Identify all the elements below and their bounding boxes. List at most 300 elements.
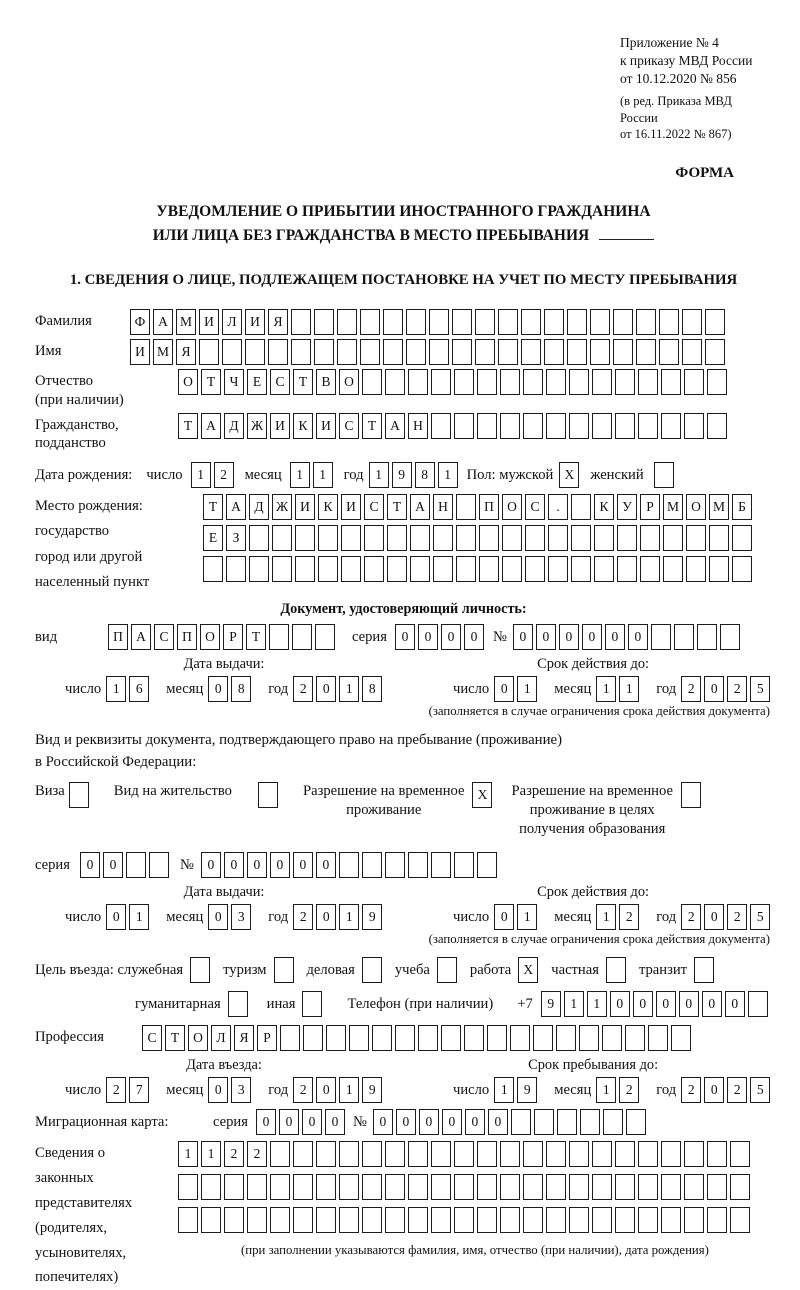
char-box[interactable]	[433, 525, 453, 551]
char-box[interactable]	[408, 1207, 428, 1233]
char-box[interactable]	[590, 339, 610, 365]
char-box[interactable]	[362, 1174, 382, 1200]
char-box[interactable]	[544, 309, 564, 335]
surname-boxes[interactable]	[130, 309, 728, 335]
char-box[interactable]: Т	[387, 494, 407, 520]
char-box[interactable]: Р	[223, 624, 243, 650]
patronymic-boxes[interactable]	[178, 369, 730, 395]
char-box[interactable]: О	[178, 369, 198, 395]
char-box[interactable]	[228, 991, 248, 1017]
char-box[interactable]: 2	[106, 1077, 126, 1103]
char-box[interactable]	[523, 413, 543, 439]
residence-issue-day[interactable]	[106, 904, 152, 930]
residence-number-boxes[interactable]	[201, 852, 500, 878]
char-box[interactable]	[395, 1025, 415, 1051]
char-box[interactable]	[270, 1141, 290, 1167]
char-box[interactable]: 1	[290, 462, 310, 488]
purpose-humanitarian-checkbox[interactable]	[228, 991, 251, 1017]
purpose-work-checkbox[interactable]	[518, 957, 541, 983]
char-box[interactable]: 2	[293, 904, 313, 930]
char-box[interactable]	[638, 369, 658, 395]
char-box[interactable]: 0	[302, 1109, 322, 1135]
representatives-boxes-1[interactable]	[178, 1141, 772, 1167]
char-box[interactable]	[697, 624, 717, 650]
char-box[interactable]: 0	[704, 1077, 724, 1103]
stay-year[interactable]	[681, 1077, 773, 1103]
temp-residence-checkbox[interactable]	[472, 782, 495, 808]
char-box[interactable]	[203, 556, 223, 582]
char-box[interactable]: 0	[279, 1109, 299, 1135]
char-box[interactable]	[326, 1025, 346, 1051]
char-box[interactable]: Ж	[272, 494, 292, 520]
char-box[interactable]: К	[594, 494, 614, 520]
char-box[interactable]	[303, 1025, 323, 1051]
char-box[interactable]	[590, 309, 610, 335]
char-box[interactable]: А	[385, 413, 405, 439]
char-box[interactable]: Я	[268, 309, 288, 335]
char-box[interactable]	[316, 1174, 336, 1200]
birth-year-boxes[interactable]	[369, 462, 461, 488]
char-box[interactable]	[694, 957, 714, 983]
residence-permit-checkbox[interactable]	[258, 782, 281, 808]
char-box[interactable]	[594, 556, 614, 582]
char-box[interactable]: 0	[270, 852, 290, 878]
char-box[interactable]	[638, 1174, 658, 1200]
char-box[interactable]: 0	[316, 676, 336, 702]
char-box[interactable]	[429, 339, 449, 365]
char-box[interactable]	[525, 525, 545, 551]
char-box[interactable]	[579, 1025, 599, 1051]
char-box[interactable]	[730, 1207, 750, 1233]
char-box[interactable]	[502, 556, 522, 582]
char-box[interactable]: 0	[316, 1077, 336, 1103]
char-box[interactable]	[178, 1207, 198, 1233]
char-box[interactable]	[479, 525, 499, 551]
char-box[interactable]	[651, 624, 671, 650]
char-box[interactable]	[316, 1207, 336, 1233]
char-box[interactable]	[684, 1207, 704, 1233]
char-box[interactable]: М	[663, 494, 683, 520]
char-box[interactable]	[383, 339, 403, 365]
doc-issue-month[interactable]	[208, 676, 254, 702]
char-box[interactable]: 1	[596, 676, 616, 702]
char-box[interactable]: И	[270, 413, 290, 439]
char-box[interactable]	[569, 413, 589, 439]
entry-day[interactable]	[106, 1077, 152, 1103]
char-box[interactable]: 0	[208, 676, 228, 702]
char-box[interactable]	[709, 556, 729, 582]
char-box[interactable]	[592, 1141, 612, 1167]
char-box[interactable]: 0	[633, 991, 653, 1017]
char-box[interactable]	[362, 957, 382, 983]
char-box[interactable]	[487, 1025, 507, 1051]
char-box[interactable]: И	[316, 413, 336, 439]
birth-month-boxes[interactable]	[290, 462, 336, 488]
char-box[interactable]	[126, 852, 146, 878]
char-box[interactable]	[339, 852, 359, 878]
char-box[interactable]	[292, 624, 312, 650]
char-box[interactable]	[686, 556, 706, 582]
char-box[interactable]: Т	[293, 369, 313, 395]
char-box[interactable]	[523, 369, 543, 395]
char-box[interactable]: Ч	[224, 369, 244, 395]
char-box[interactable]	[406, 309, 426, 335]
doc-valid-month[interactable]	[596, 676, 642, 702]
char-box[interactable]: .	[548, 494, 568, 520]
char-box[interactable]: X	[472, 782, 492, 808]
char-box[interactable]	[705, 309, 725, 335]
char-box[interactable]	[291, 309, 311, 335]
char-box[interactable]	[178, 1174, 198, 1200]
char-box[interactable]: 0	[396, 1109, 416, 1135]
doc-valid-day[interactable]	[494, 676, 540, 702]
char-box[interactable]: 0	[316, 852, 336, 878]
char-box[interactable]	[364, 556, 384, 582]
char-box[interactable]	[636, 339, 656, 365]
char-box[interactable]: 0	[208, 1077, 228, 1103]
char-box[interactable]	[661, 369, 681, 395]
char-box[interactable]: И	[199, 309, 219, 335]
char-box[interactable]	[477, 369, 497, 395]
char-box[interactable]: Д	[224, 413, 244, 439]
char-box[interactable]: 0	[465, 1109, 485, 1135]
char-box[interactable]	[383, 309, 403, 335]
char-box[interactable]: П	[479, 494, 499, 520]
citizenship-boxes[interactable]	[178, 413, 730, 439]
char-box[interactable]	[454, 369, 474, 395]
char-box[interactable]: М	[709, 494, 729, 520]
char-box[interactable]	[661, 413, 681, 439]
char-box[interactable]: 0	[441, 624, 461, 650]
char-box[interactable]	[594, 525, 614, 551]
phone-boxes[interactable]	[541, 991, 771, 1017]
char-box[interactable]	[498, 309, 518, 335]
char-box[interactable]	[615, 1207, 635, 1233]
char-box[interactable]: Б	[732, 494, 752, 520]
char-box[interactable]	[569, 1207, 589, 1233]
char-box[interactable]	[544, 339, 564, 365]
char-box[interactable]	[247, 1207, 267, 1233]
char-box[interactable]: 1	[191, 462, 211, 488]
char-box[interactable]	[272, 525, 292, 551]
char-box[interactable]	[640, 525, 660, 551]
birth-place-boxes-3[interactable]	[203, 556, 755, 582]
char-box[interactable]	[638, 1207, 658, 1233]
char-box[interactable]: 0	[418, 624, 438, 650]
char-box[interactable]	[663, 525, 683, 551]
char-box[interactable]: Р	[640, 494, 660, 520]
char-box[interactable]: А	[201, 413, 221, 439]
doc-type-boxes[interactable]	[108, 624, 338, 650]
char-box[interactable]	[636, 309, 656, 335]
char-box[interactable]	[199, 339, 219, 365]
char-box[interactable]: 2	[224, 1141, 244, 1167]
purpose-tourism-checkbox[interactable]	[274, 957, 297, 983]
char-box[interactable]	[659, 309, 679, 335]
char-box[interactable]	[431, 852, 451, 878]
char-box[interactable]: О	[339, 369, 359, 395]
char-box[interactable]: 5	[750, 1077, 770, 1103]
char-box[interactable]	[385, 1141, 405, 1167]
char-box[interactable]: Р	[257, 1025, 277, 1051]
migration-number-boxes[interactable]	[373, 1109, 649, 1135]
char-box[interactable]: А	[153, 309, 173, 335]
char-box[interactable]	[316, 1141, 336, 1167]
char-box[interactable]	[684, 1174, 704, 1200]
char-box[interactable]	[500, 1141, 520, 1167]
char-box[interactable]: 0	[704, 676, 724, 702]
char-box[interactable]	[337, 339, 357, 365]
char-box[interactable]	[606, 957, 626, 983]
char-box[interactable]: 0	[325, 1109, 345, 1135]
char-box[interactable]	[569, 369, 589, 395]
char-box[interactable]: И	[341, 494, 361, 520]
char-box[interactable]	[456, 494, 476, 520]
char-box[interactable]	[617, 525, 637, 551]
char-box[interactable]: 5	[750, 904, 770, 930]
profession-boxes[interactable]	[142, 1025, 694, 1051]
char-box[interactable]	[684, 369, 704, 395]
char-box[interactable]	[477, 852, 497, 878]
char-box[interactable]	[592, 1174, 612, 1200]
char-box[interactable]: Ф	[130, 309, 150, 335]
char-box[interactable]	[500, 1207, 520, 1233]
char-box[interactable]	[270, 1174, 290, 1200]
char-box[interactable]	[556, 1025, 576, 1051]
char-box[interactable]	[291, 339, 311, 365]
char-box[interactable]	[201, 1174, 221, 1200]
char-box[interactable]	[190, 957, 210, 983]
char-box[interactable]	[684, 413, 704, 439]
char-box[interactable]	[707, 1141, 727, 1167]
char-box[interactable]: 0	[605, 624, 625, 650]
char-box[interactable]: 2	[727, 676, 747, 702]
char-box[interactable]	[431, 1207, 451, 1233]
char-box[interactable]	[477, 1174, 497, 1200]
char-box[interactable]	[681, 782, 701, 808]
char-box[interactable]: 0	[201, 852, 221, 878]
char-box[interactable]	[732, 525, 752, 551]
purpose-other-checkbox[interactable]	[302, 991, 325, 1017]
char-box[interactable]	[498, 339, 518, 365]
char-box[interactable]: 8	[415, 462, 435, 488]
char-box[interactable]	[707, 413, 727, 439]
char-box[interactable]: Л	[211, 1025, 231, 1051]
char-box[interactable]	[362, 1207, 382, 1233]
char-box[interactable]	[431, 369, 451, 395]
char-box[interactable]: 2	[681, 1077, 701, 1103]
residence-series-boxes[interactable]	[80, 852, 172, 878]
migration-series-boxes[interactable]	[256, 1109, 348, 1135]
char-box[interactable]	[602, 1025, 622, 1051]
char-box[interactable]: О	[502, 494, 522, 520]
residence-valid-month[interactable]	[596, 904, 642, 930]
char-box[interactable]: А	[410, 494, 430, 520]
char-box[interactable]	[720, 624, 740, 650]
stay-day[interactable]	[494, 1077, 540, 1103]
char-box[interactable]	[682, 339, 702, 365]
char-box[interactable]: С	[270, 369, 290, 395]
char-box[interactable]: С	[525, 494, 545, 520]
char-box[interactable]: 0	[373, 1109, 393, 1135]
char-box[interactable]: 5	[750, 676, 770, 702]
char-box[interactable]: С	[339, 413, 359, 439]
char-box[interactable]	[431, 413, 451, 439]
char-box[interactable]: Я	[176, 339, 196, 365]
char-box[interactable]	[705, 339, 725, 365]
char-box[interactable]: В	[316, 369, 336, 395]
char-box[interactable]	[454, 852, 474, 878]
sex-male-checkbox[interactable]	[559, 462, 582, 488]
char-box[interactable]	[364, 525, 384, 551]
char-box[interactable]	[270, 1207, 290, 1233]
char-box[interactable]: 1	[129, 904, 149, 930]
char-box[interactable]: 0	[559, 624, 579, 650]
char-box[interactable]	[224, 1174, 244, 1200]
char-box[interactable]	[429, 309, 449, 335]
char-box[interactable]	[548, 556, 568, 582]
char-box[interactable]: 0	[494, 676, 514, 702]
char-box[interactable]	[362, 852, 382, 878]
char-box[interactable]: 0	[464, 624, 484, 650]
char-box[interactable]: И	[295, 494, 315, 520]
char-box[interactable]	[337, 309, 357, 335]
char-box[interactable]	[684, 1141, 704, 1167]
char-box[interactable]	[648, 1025, 668, 1051]
char-box[interactable]: 1	[339, 1077, 359, 1103]
char-box[interactable]	[615, 369, 635, 395]
char-box[interactable]: 1	[587, 991, 607, 1017]
char-box[interactable]	[674, 624, 694, 650]
char-box[interactable]	[640, 556, 660, 582]
char-box[interactable]	[546, 413, 566, 439]
char-box[interactable]	[567, 309, 587, 335]
char-box[interactable]: 2	[619, 1077, 639, 1103]
char-box[interactable]: 8	[231, 676, 251, 702]
char-box[interactable]	[613, 309, 633, 335]
char-box[interactable]: Т	[165, 1025, 185, 1051]
char-box[interactable]	[385, 1174, 405, 1200]
char-box[interactable]	[592, 413, 612, 439]
char-box[interactable]: 0	[679, 991, 699, 1017]
purpose-transit-checkbox[interactable]	[694, 957, 717, 983]
char-box[interactable]: 0	[208, 904, 228, 930]
char-box[interactable]: П	[108, 624, 128, 650]
char-box[interactable]	[571, 494, 591, 520]
char-box[interactable]: 2	[727, 904, 747, 930]
char-box[interactable]: 2	[681, 904, 701, 930]
char-box[interactable]: Н	[433, 494, 453, 520]
char-box[interactable]	[580, 1109, 600, 1135]
char-box[interactable]: 0	[582, 624, 602, 650]
char-box[interactable]: С	[154, 624, 174, 650]
char-box[interactable]	[654, 462, 674, 488]
char-box[interactable]	[730, 1174, 750, 1200]
char-box[interactable]	[477, 1207, 497, 1233]
char-box[interactable]: 0	[256, 1109, 276, 1135]
char-box[interactable]: И	[130, 339, 150, 365]
char-box[interactable]	[362, 369, 382, 395]
char-box[interactable]	[385, 852, 405, 878]
char-box[interactable]: О	[686, 494, 706, 520]
char-box[interactable]	[441, 1025, 461, 1051]
name-boxes[interactable]	[130, 339, 728, 365]
char-box[interactable]	[408, 852, 428, 878]
char-box[interactable]: 2	[247, 1141, 267, 1167]
residence-issue-year[interactable]	[293, 904, 385, 930]
char-box[interactable]: X	[559, 462, 579, 488]
doc-issue-day[interactable]	[106, 676, 152, 702]
char-box[interactable]	[387, 556, 407, 582]
char-box[interactable]	[477, 1141, 497, 1167]
char-box[interactable]: 1	[596, 904, 616, 930]
char-box[interactable]	[295, 556, 315, 582]
char-box[interactable]: И	[245, 309, 265, 335]
char-box[interactable]: 1	[106, 676, 126, 702]
purpose-official-checkbox[interactable]	[190, 957, 213, 983]
char-box[interactable]	[456, 556, 476, 582]
char-box[interactable]: 0	[513, 624, 533, 650]
char-box[interactable]: Т	[203, 494, 223, 520]
char-box[interactable]	[318, 556, 338, 582]
char-box[interactable]	[372, 1025, 392, 1051]
char-box[interactable]	[149, 852, 169, 878]
char-box[interactable]	[534, 1109, 554, 1135]
char-box[interactable]	[362, 1141, 382, 1167]
char-box[interactable]: Д	[249, 494, 269, 520]
char-box[interactable]: 3	[231, 904, 251, 930]
char-box[interactable]: С	[364, 494, 384, 520]
char-box[interactable]	[730, 1141, 750, 1167]
birth-day-boxes[interactable]	[191, 462, 237, 488]
char-box[interactable]	[69, 782, 89, 808]
doc-number-boxes[interactable]	[513, 624, 743, 650]
char-box[interactable]	[592, 1207, 612, 1233]
char-box[interactable]: 9	[517, 1077, 537, 1103]
char-box[interactable]	[625, 1025, 645, 1051]
char-box[interactable]	[406, 339, 426, 365]
char-box[interactable]: 0	[106, 904, 126, 930]
char-box[interactable]	[201, 1207, 221, 1233]
char-box[interactable]	[280, 1025, 300, 1051]
doc-series-boxes[interactable]	[395, 624, 487, 650]
char-box[interactable]	[571, 525, 591, 551]
char-box[interactable]: 0	[419, 1109, 439, 1135]
char-box[interactable]: 0	[610, 991, 630, 1017]
char-box[interactable]	[408, 1174, 428, 1200]
residence-valid-day[interactable]	[494, 904, 540, 930]
char-box[interactable]	[387, 525, 407, 551]
edu-residence-checkbox[interactable]	[681, 782, 704, 808]
purpose-private-checkbox[interactable]	[606, 957, 629, 983]
char-box[interactable]	[418, 1025, 438, 1051]
char-box[interactable]	[571, 556, 591, 582]
residence-valid-year[interactable]	[681, 904, 773, 930]
char-box[interactable]	[272, 556, 292, 582]
char-box[interactable]: 0	[316, 904, 336, 930]
char-box[interactable]	[686, 525, 706, 551]
char-box[interactable]: 1	[339, 676, 359, 702]
char-box[interactable]	[661, 1174, 681, 1200]
char-box[interactable]	[732, 556, 752, 582]
char-box[interactable]	[626, 1109, 646, 1135]
char-box[interactable]	[521, 339, 541, 365]
char-box[interactable]: 1	[339, 904, 359, 930]
char-box[interactable]: Т	[201, 369, 221, 395]
char-box[interactable]: А	[226, 494, 246, 520]
char-box[interactable]	[315, 624, 335, 650]
char-box[interactable]: 0	[80, 852, 100, 878]
